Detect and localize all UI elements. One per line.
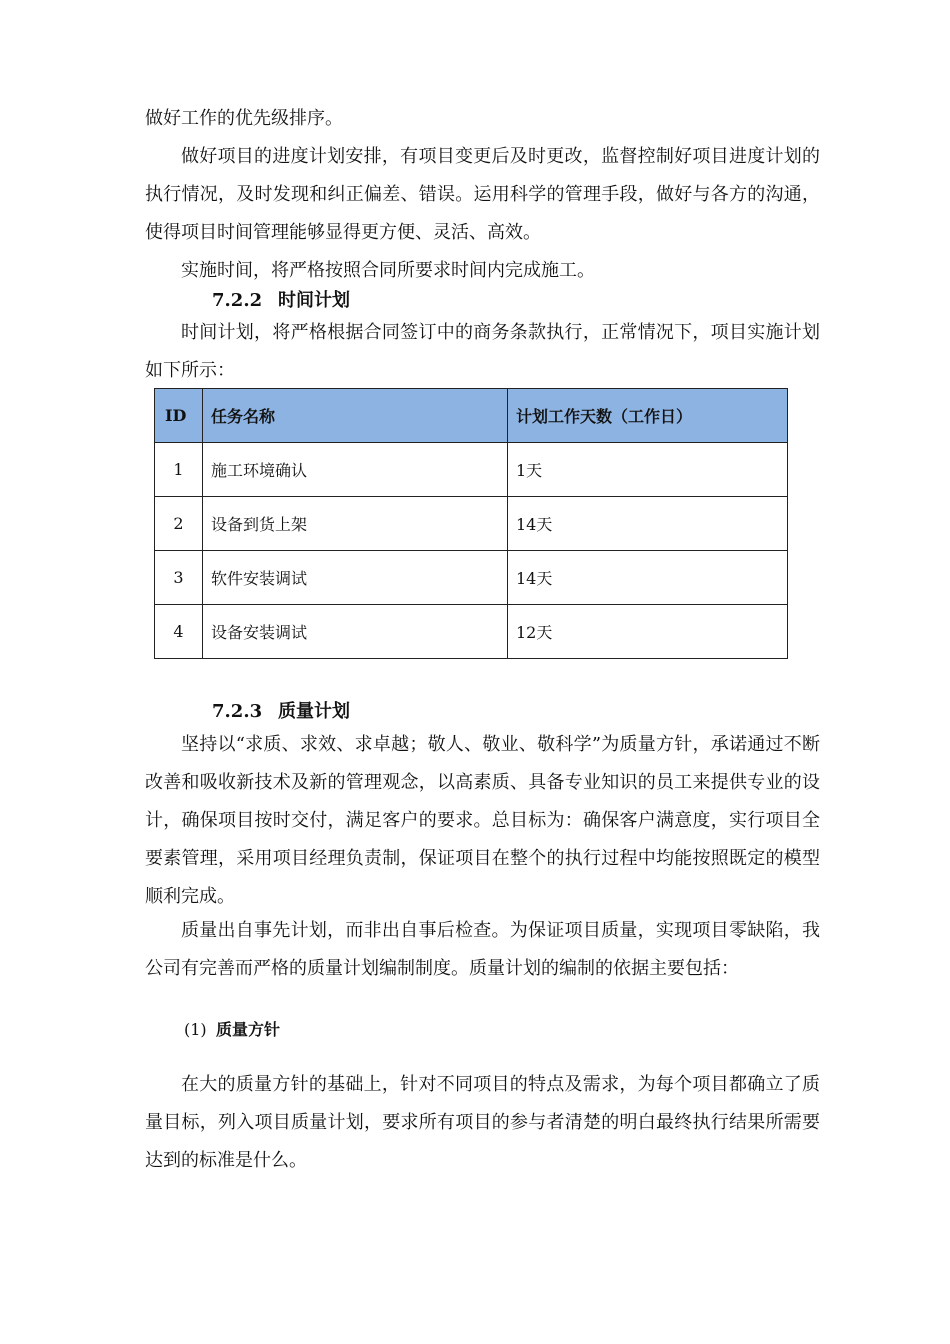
heading-number: 7.2.3 [212, 701, 263, 722]
table-row [155, 443, 788, 497]
cell-id: 1 [155, 443, 203, 497]
cell-task-name: 软件安装调试 [203, 551, 508, 605]
cell-task-name: 设备到货上架 [203, 497, 508, 551]
paragraph-quality-policy: 坚持以“求质、求效、求卓越；敬人、敬业、敬科学”为质量方针，承诺通过不断改善和吸收新技术及新的管理观念，以高素质、具备专业知识的员工来提供专业的设计，确保项目按时交付，满足客户的要求。总目标为：确保客户满意度，实行项目全要素管理，采用项目经理负责制，保证项目在整个的执行过程中均能按照既定的模型顺利完成。 [145, 734, 820, 907]
paragraph-schedule-arrangement: 做好项目的进度计划安排，有项目变更后及时更改，监督控制好项目进度计划的执行情况，及时发现和纠正偏差、错误。运用科学的管理手段，做好与各方的沟通，使得项目时间管理能够显得更方便、灵活、高效。 [145, 146, 820, 243]
cell-id: 3 [155, 551, 203, 605]
heading-time-plan [212, 289, 350, 313]
heading-title: 质量计划 [278, 701, 350, 722]
cell-planned-days: 12天 [508, 605, 788, 659]
table-row [155, 551, 788, 605]
column-header-id: ID [155, 389, 203, 443]
subheading-quality-policy [184, 1019, 280, 1041]
cell-planned-days: 14天 [508, 497, 788, 551]
heading-number: 7.2.2 [212, 290, 263, 311]
paragraph-quality-targets: 在大的质量方针的基础上，针对不同项目的特点及需求，为每个项目都确立了质量目标，列入项目质量计划，要求所有项目的参与者清楚的明白最终执行结果所需要达到的标准是什么。 [145, 1074, 820, 1171]
paragraph-priority: 做好工作的优先级排序。 [145, 108, 343, 129]
cell-id: 2 [155, 497, 203, 551]
heading-quality-plan [212, 700, 350, 724]
schedule-table [154, 388, 788, 659]
table-row [155, 497, 788, 551]
column-header-planned-days: 计划工作天数（工作日） [508, 389, 788, 443]
cell-planned-days: 14天 [508, 551, 788, 605]
table-row [155, 605, 788, 659]
column-header-task-name: 任务名称 [203, 389, 508, 443]
cell-planned-days: 1天 [508, 443, 788, 497]
heading-title: 时间计划 [278, 290, 350, 311]
cell-id: 4 [155, 605, 203, 659]
cell-task-name: 施工环境确认 [203, 443, 508, 497]
subheading-number: (1) [184, 1020, 207, 1039]
subheading-title: 质量方针 [216, 1020, 281, 1039]
table-header-row [155, 389, 788, 443]
cell-task-name: 设备安装调试 [203, 605, 508, 659]
paragraph-time-plan-intro: 时间计划，将严格根据合同签订中的商务条款执行，正常情况下，项目实施计划如下所示： [145, 322, 820, 381]
paragraph-quality-planning: 质量出自事先计划，而非出自事后检查。为保证项目质量，实现项目零缺陷，我公司有完善而严格的质量计划编制制度。质量计划的编制的依据主要包括： [145, 920, 820, 979]
paragraph-implementation-time: 实施时间，将严格按照合同所要求时间内完成施工。 [181, 260, 595, 281]
